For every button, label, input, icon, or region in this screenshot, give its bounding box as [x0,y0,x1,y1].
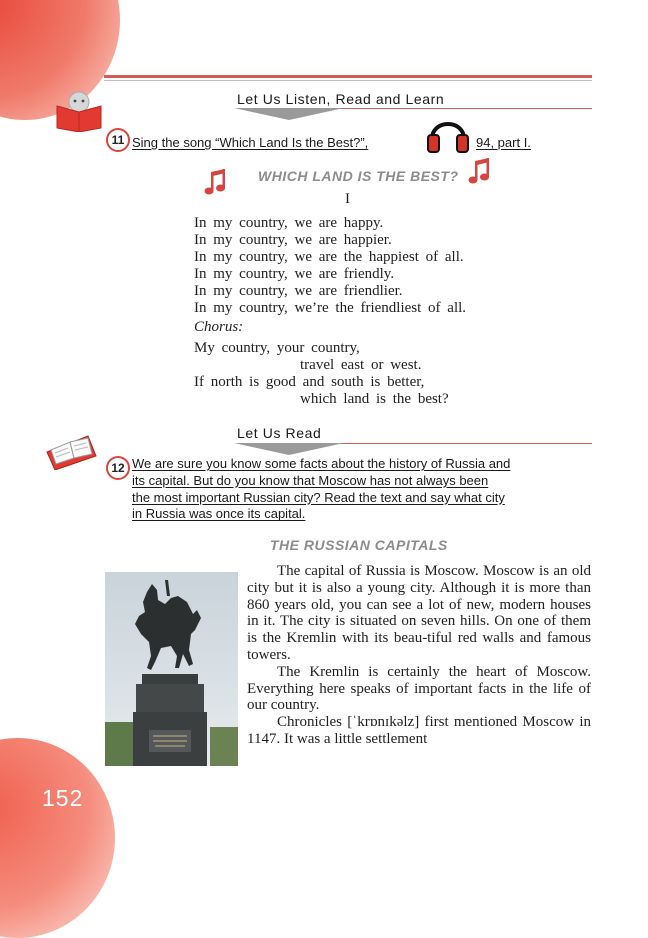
exercise-number: 11 [106,128,130,152]
music-note-icon [203,167,229,197]
chorus-label: Chorus: [194,319,244,335]
music-note-icon [466,156,494,186]
chorus-line: If north is good and south is better, [194,374,425,390]
article-title: THE RUSSIAN CAPITALS [270,537,448,553]
heading-rule [340,108,592,109]
article-paragraph: The capital of Russia is Moscow. Moscow is an old city but it is also a young city. Although it is more than 860 years old, you can see a lot of new, modern houses in it. The city is situated on seven hills. On one of them is the Kremlin with its beau-tiful red walls and famous towers. [247,563,591,663]
song-line: In my country, we are friendlier. [194,283,403,299]
section-heading: Let Us Read [237,425,322,441]
exercise-number: 12 [106,456,130,480]
headphones-icon[interactable] [427,113,469,153]
chorus-line: My country, your country, [194,340,360,356]
task-line: the most important Russian city? Read the text and say what city [132,489,505,505]
article-paragraph: The Kremlin is certainly the heart of Moscow. Everything here speaks of important facts in the life of our country. [247,663,591,714]
decorative-corner-bottom [0,738,115,938]
top-rule [104,75,592,78]
section-heading: Let Us Listen, Read and Learn [237,91,445,107]
verse-number: I [345,191,350,207]
open-book-icon [44,430,98,470]
exercise-task [132,456,580,523]
song-line: In my country, we are the happiest of all. [194,249,464,265]
song-line: In my country, we are happy. [194,215,384,231]
song-line: In my country, we’re the friendliest of all. [194,300,467,316]
heading-rule [340,443,592,444]
exercise-task-page: 94, part I. [476,135,531,150]
song-title: WHICH LAND IS THE BEST? [258,168,459,184]
top-rule-thin [104,80,592,81]
statue-photo [105,572,238,766]
song-line: In my country, we are friendly. [194,266,395,282]
heading-arrow [234,108,344,120]
heading-arrow [234,443,344,455]
article-body [247,563,591,748]
page-number: 152 [42,785,84,811]
exercise-task: Sing the song “Which Land Is the Best?”, [132,135,369,150]
chorus-line: which land is the best? [300,391,449,407]
chorus-line: travel east or west. [300,357,422,373]
song-line: In my country, we are happier. [194,232,392,248]
task-line: its capital. But do you know that Moscow has not always been [132,472,489,488]
task-line: in Russia was once its capital. [132,506,306,522]
article-paragraph: Chronicles [ˈkrɒnɪkəlz] first mentioned Moscow in 1147. It was a little settlement [247,714,591,747]
listen-read-learn-icon [54,90,104,132]
task-line: We are sure you know some facts about the history of Russia and [132,456,511,471]
